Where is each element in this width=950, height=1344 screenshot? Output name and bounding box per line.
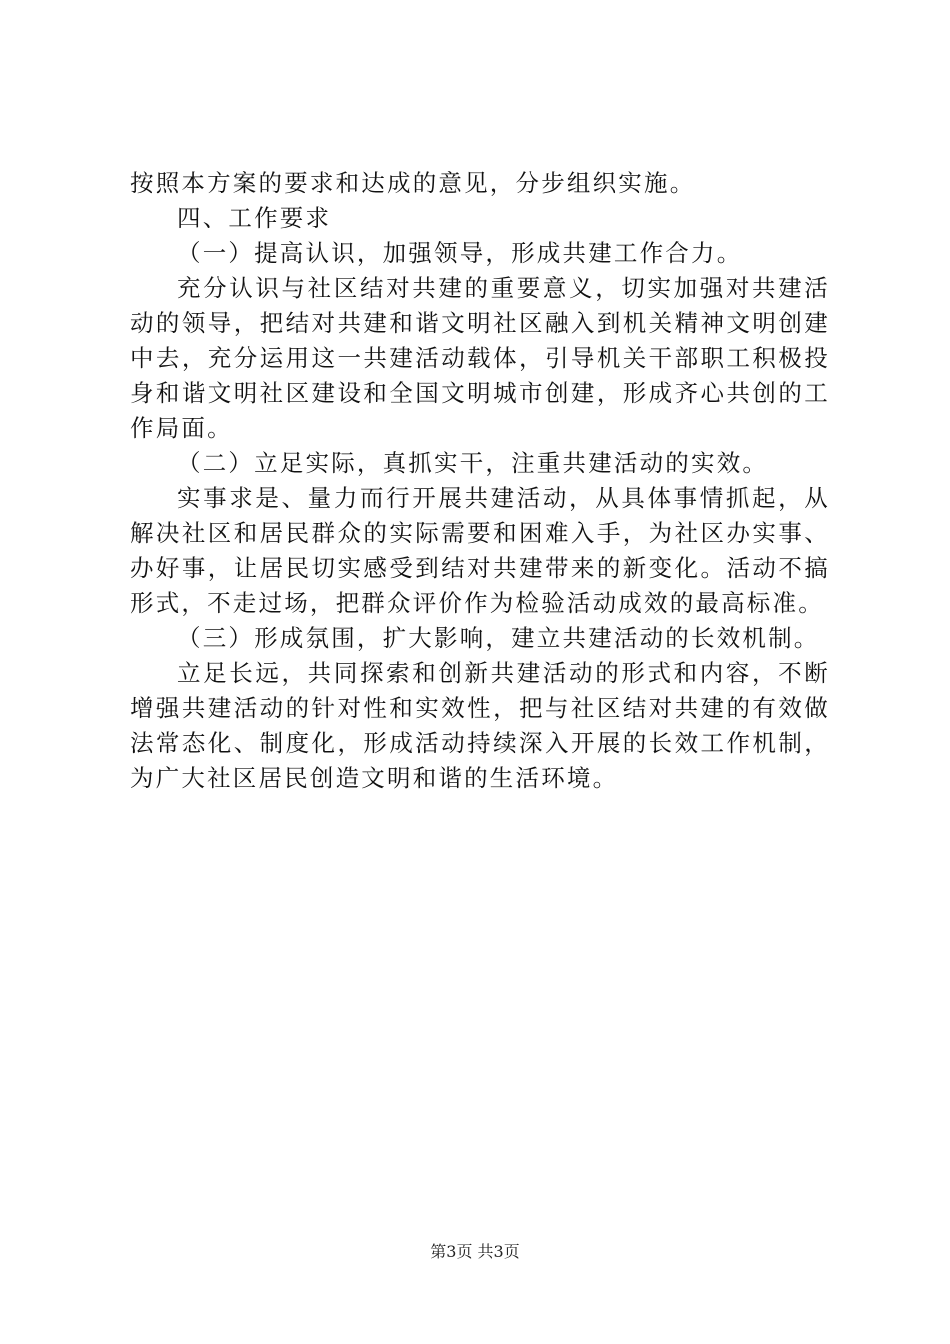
subheading-2: （二）立足实际，真抓实干，注重共建活动的实效。 — [177, 449, 769, 477]
subheading-1: （一）提高认识，加强领导，形成共建工作合力。 — [177, 239, 743, 267]
subheading-3: （三）形成氛围，扩大影响，建立共建活动的长效机制。 — [177, 624, 820, 652]
page-footer — [0, 1240, 950, 1264]
section-heading-work-requirements: 四、工作要求 — [177, 204, 332, 232]
paragraph-1: 充分认识与社区结对共建的重要意义，切实加强对共建活动的领导，把结对共建和谐文明社区融入到机关精神文明创建中去，充分运用这一共建活动载体，引导机关干部职工积极投身和谐文明社区建设和全国文明城市创建，形成齐心共创的工作局面。 — [130, 274, 830, 442]
paragraph-2: 实事求是、量力而行开展共建活动，从具体事情抓起，从解决社区和居民群众的实际需要和困难入手，为社区办实事、办好事，让居民切实感受到结对共建带来的新变化。活动不搞形式，不走过场，把群众评价作为检验活动成效的最高标准。 — [130, 484, 830, 617]
paragraph-continuation: 按照本方案的要求和达成的意见，分步组织实施。 — [130, 169, 696, 197]
page-number: 第3页 共3页 — [430, 1242, 520, 1261]
document-body — [130, 166, 830, 796]
paragraph-3: 立足长远，共同探索和创新共建活动的形式和内容，不断增强共建活动的针对性和实效性，把与社区结对共建的有效做法常态化、制度化，形成活动持续深入开展的长效工作机制，为广大社区居民创造文明和谐的生活环境。 — [130, 659, 830, 792]
